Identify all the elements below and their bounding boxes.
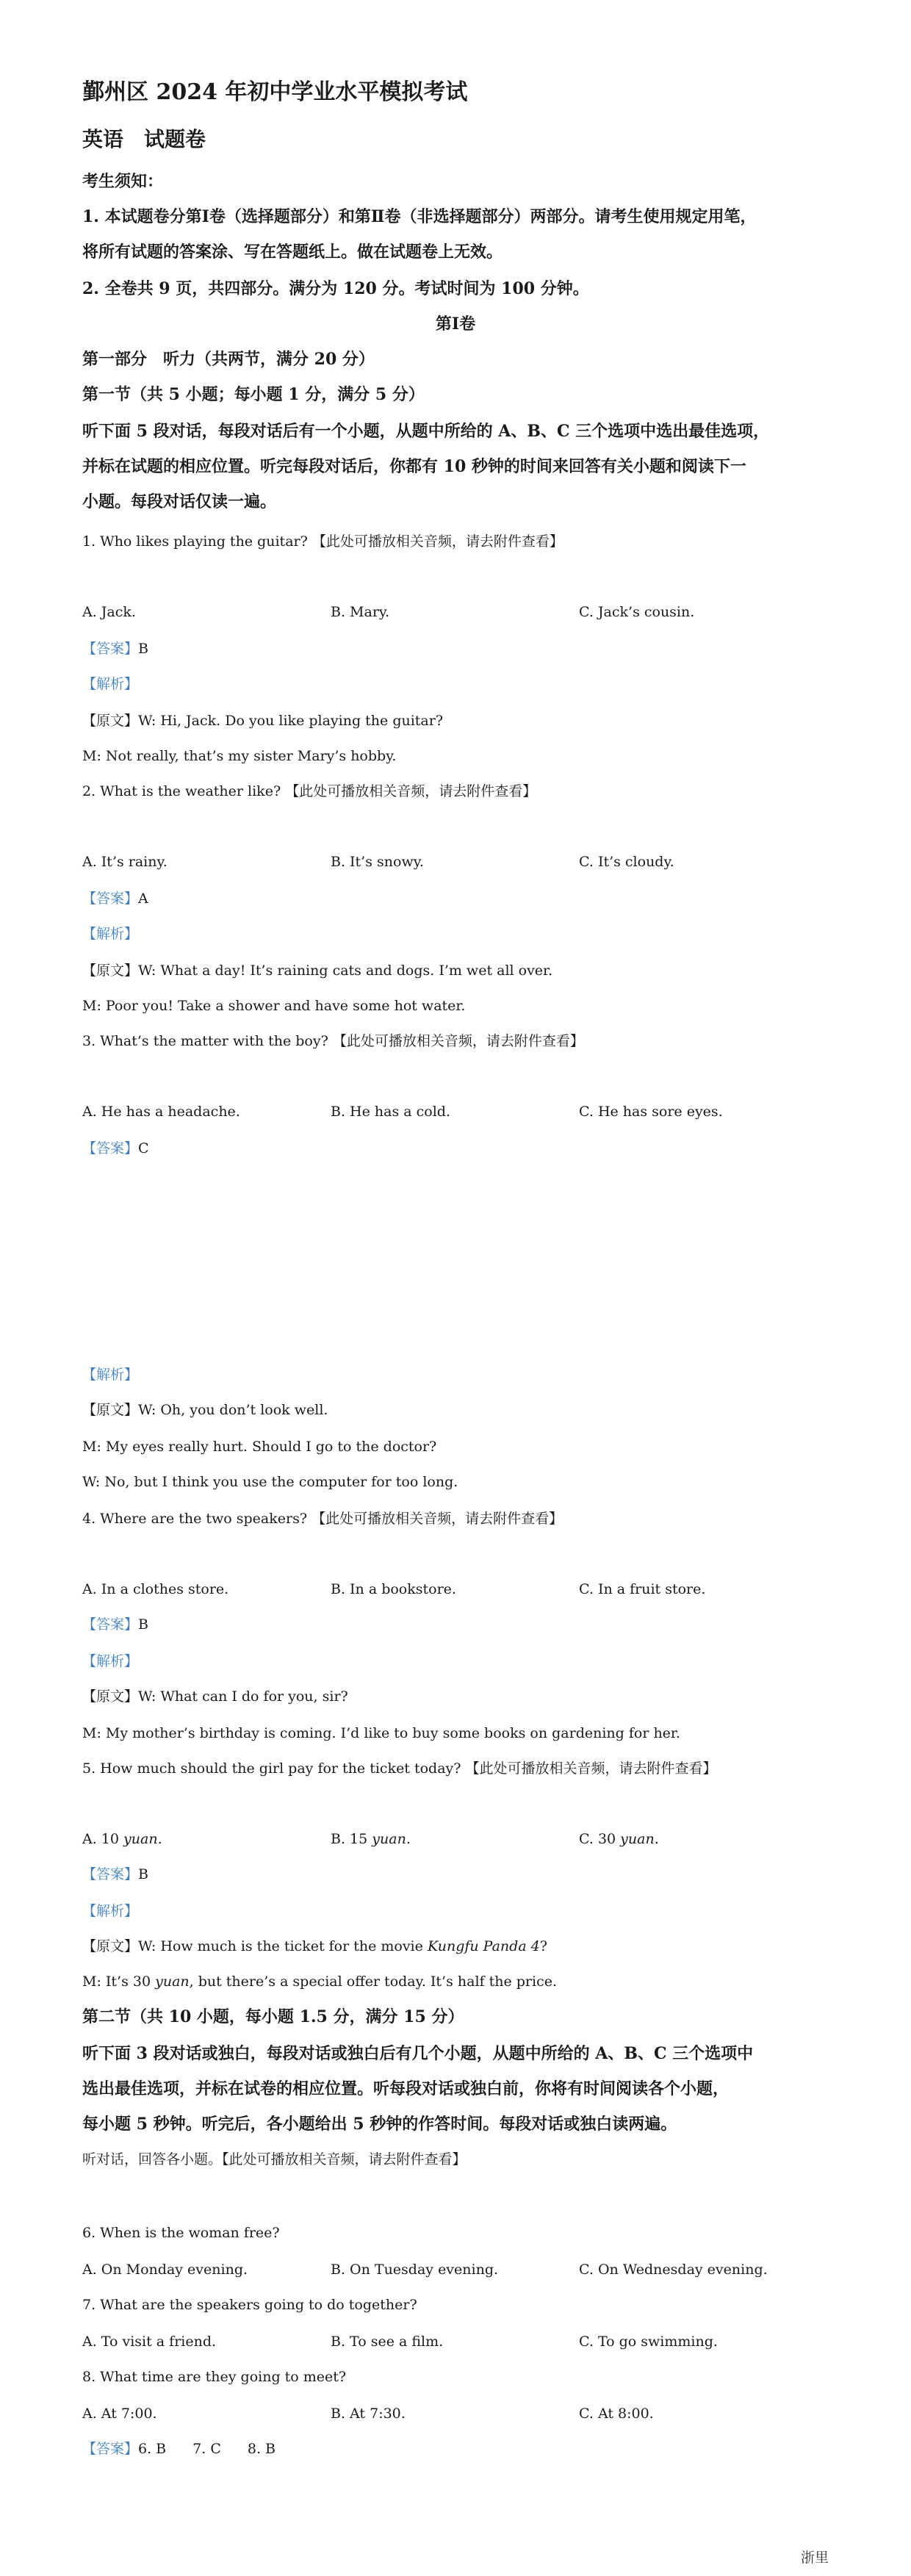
q5-analysis-label: 【解析】 (82, 1903, 139, 1919)
part1-title: 第一部分 听力（共两节，满分 20 分） (82, 350, 375, 369)
q4-option-a: A. In a clothes store. (82, 1581, 229, 1597)
q1-option-b: B. Mary. (331, 604, 390, 620)
question-text: 5. How much should the girl pay for the ticket today? (82, 1760, 461, 1777)
q3-option-a: A. He has a headache. (82, 1104, 240, 1120)
original-label: 【原文】 (82, 713, 139, 729)
movie-title: Kungfu Panda 4 (427, 1938, 540, 1954)
currency-unit: yuan (620, 1831, 655, 1847)
question-8: 8. What time are they going to meet? (82, 2369, 347, 2385)
option-label: A. 10 (82, 1831, 124, 1847)
option-label: B. 15 (331, 1831, 372, 1847)
q3-answer (82, 1139, 149, 1158)
question-text: 3. What’s the matter with the boy? (82, 1033, 328, 1049)
exam-subtitle: 英语 试题卷 (82, 127, 206, 151)
notice-item-2: 2. 全卷共 9 页，共四部分。满分为 120 分。考试时间为 100 分钟。 (82, 279, 589, 298)
q2-script-line-1 (82, 961, 552, 980)
q8-option-c: C. At 8:00. (579, 2406, 654, 2422)
question-text: 2. What is the weather like? (82, 783, 281, 799)
audio-note: 【此处可播放相关音频，请去附件查看】 (312, 533, 563, 550)
answer-label: 【答案】 (82, 1140, 139, 1156)
notice-item-1-line-1: 1. 本试题卷分第Ⅰ卷（选择题部分）和第Ⅱ卷（非选择题部分）两部分。请考生使用规定用笔， (82, 207, 757, 226)
q4-option-c: C. In a fruit store. (579, 1581, 706, 1597)
answer-value: B (138, 1866, 148, 1882)
question-6: 6. When is the woman free? (82, 2225, 280, 2241)
question-1 (82, 532, 563, 551)
answer-value: B (138, 1616, 148, 1633)
q1-analysis-label: 【解析】 (82, 676, 139, 692)
original-label: 【原文】 (82, 963, 139, 979)
exam-title: 鄞州区 2024 年初中学业水平模拟考试 (82, 79, 468, 105)
q7-option-c: C. To go swimming. (579, 2334, 718, 2350)
section1-title: 第一节（共 5 小题；每小题 1 分，满分 5 分） (82, 385, 425, 404)
answer-value: A (138, 891, 148, 907)
q4-script-line-2: M: My mother’s birthday is coming. I’d like to buy some books on gardening for her. (82, 1725, 680, 1741)
answer-label: 【答案】 (82, 891, 139, 907)
q3-analysis-label: 【解析】 (82, 1367, 139, 1383)
q5-option-c (579, 1830, 659, 1849)
script-text: W: Hi, Jack. Do you like playing the guitar? (138, 713, 444, 729)
section2-instruction-line-1: 听下面 3 段对话或独白，每段对话或独白后有几个小题，从题中所给的 A、B、C 三个选项中 (82, 2044, 754, 2063)
q6-option-b: B. On Tuesday evening. (331, 2262, 499, 2278)
q7-option-b: B. To see a film. (331, 2334, 444, 2350)
notice-heading: 考生须知： (82, 172, 164, 191)
q1-script-line-1 (82, 711, 443, 730)
q6-option-a: A. On Monday evening. (82, 2262, 248, 2278)
option-end: . (406, 1831, 411, 1847)
script-end: , but there’s a special offer today. It’s half the price. (189, 1974, 557, 1990)
section2-title: 第二节（共 10 小题，每小题 1.5 分，满分 15 分） (82, 2007, 464, 2026)
q3-script-line-2: M: My eyes really hurt. Should I go to the doctor? (82, 1439, 437, 1455)
answer-8: 8. B (247, 2441, 276, 2457)
audio-note: 【此处可播放相关音频，请去附件查看】 (332, 1033, 584, 1049)
audio-note: 【此处可播放相关音频，请去附件查看】 (285, 783, 537, 799)
q8-option-a: A. At 7:00. (82, 2406, 157, 2422)
q8-option-b: B. At 7:30. (331, 2406, 406, 2422)
answer-label: 【答案】 (82, 1616, 139, 1633)
q5-script-line-2 (82, 1972, 557, 1991)
answer-7: 7. C (192, 2441, 221, 2457)
option-end: . (157, 1831, 162, 1847)
script-end: ? (539, 1938, 547, 1954)
q1-answer (82, 639, 148, 658)
section2-instruction-line-3: 每小题 5 秒钟。听完后，各小题给出 5 秒钟的作答时间。每段对话或独白读两遍。 (82, 2115, 677, 2134)
q2-answer (82, 889, 148, 908)
q7-option-a: A. To visit a friend. (82, 2334, 217, 2350)
q2-option-a: A. It’s rainy. (82, 854, 168, 870)
q3-script-line-3: W: No, but I think you use the computer for too long. (82, 1474, 458, 1490)
q3-option-b: B. He has a cold. (331, 1104, 450, 1120)
q4-option-b: B. In a bookstore. (331, 1581, 456, 1597)
script-text: W: How much is the ticket for the movie (138, 1938, 428, 1954)
question-5 (82, 1759, 717, 1778)
option-end: . (654, 1831, 659, 1847)
original-label: 【原文】 (82, 1938, 139, 1954)
question-7: 7. What are the speakers going to do together? (82, 2297, 417, 2313)
q2-analysis-label: 【解析】 (82, 926, 139, 942)
question-3 (82, 1032, 584, 1051)
answer-6: 6. B (138, 2441, 167, 2457)
audio-note: 【此处可播放相关音频，请去附件查看】 (312, 1511, 563, 1527)
script-text: W: Oh, you don’t look well. (138, 1402, 328, 1418)
q6-option-c: C. On Wednesday evening. (579, 2262, 768, 2278)
q1-option-c: C. Jack’s cousin. (579, 604, 695, 620)
question-text: 4. Where are the two speakers? (82, 1511, 308, 1527)
notice-item-1-line-2: 将所有试题的答案涂、写在答题纸上。做在试题卷上无效。 (82, 242, 503, 262)
option-label: C. 30 (579, 1831, 621, 1847)
q5-script-line-1 (82, 1937, 547, 1956)
section2-prompt: 听对话，回答各小题。【此处可播放相关音频，请去附件查看】 (82, 2151, 467, 2167)
answer-label: 【答案】 (82, 2441, 139, 2457)
currency-unit: yuan (155, 1974, 190, 1990)
audio-note: 【此处可播放相关音频，请去附件查看】 (465, 1760, 717, 1777)
answer-value: C (138, 1140, 149, 1156)
q1-script-line-2: M: Not really, that’s my sister Mary’s hobby. (82, 748, 397, 764)
section1-instruction-line-1: 听下面 5 段对话，每段对话后有一个小题，从题中所给的 A、B、C 三个选项中选出最佳选项， (82, 422, 770, 441)
section2-instruction-line-2: 选出最佳选项，并标在试卷的相应位置。听每段对话或独白前，你将有时间阅读各个小题， (82, 2079, 730, 2098)
q4-script-line-1 (82, 1687, 348, 1706)
original-label: 【原文】 (82, 1402, 139, 1418)
script-text: M: It’s 30 (82, 1974, 156, 1990)
answer-value: B (138, 641, 148, 657)
answer-label: 【答案】 (82, 1866, 139, 1882)
answers-6-8 (82, 2439, 302, 2458)
q3-script-line-1 (82, 1400, 328, 1420)
q2-script-line-2: M: Poor you! Take a shower and have some hot water. (82, 998, 466, 1014)
original-label: 【原文】 (82, 1688, 139, 1705)
q3-option-c: C. He has sore eyes. (579, 1104, 723, 1120)
script-text: W: What can I do for you, sir? (138, 1688, 348, 1705)
q1-option-a: A. Jack. (82, 604, 136, 620)
page-footer: 浙里 (800, 2550, 829, 2566)
question-text: 1. Who likes playing the guitar? (82, 533, 308, 550)
currency-unit: yuan (123, 1831, 158, 1847)
question-2 (82, 782, 536, 801)
section1-instruction-line-2: 并标在试题的相应位置。听完每段对话后，你都有 10 秒钟的时间来回答有关小题和阅读下一 (82, 457, 746, 476)
section1-instruction-line-3: 小题。每段对话仅读一遍。 (82, 492, 277, 511)
q5-answer (82, 1865, 148, 1884)
answer-label: 【答案】 (82, 641, 139, 657)
question-4 (82, 1509, 563, 1528)
volume-title: 第Ⅰ卷 (435, 314, 476, 334)
q5-option-a (82, 1830, 162, 1849)
q5-option-b (331, 1830, 411, 1849)
q2-option-c: C. It’s cloudy. (579, 854, 674, 870)
script-text: W: What a day! It’s raining cats and dogs. I’m wet all over. (138, 963, 553, 979)
q2-option-b: B. It’s snowy. (331, 854, 424, 870)
q4-answer (82, 1615, 148, 1634)
q4-analysis-label: 【解析】 (82, 1653, 139, 1669)
currency-unit: yuan (372, 1831, 406, 1847)
